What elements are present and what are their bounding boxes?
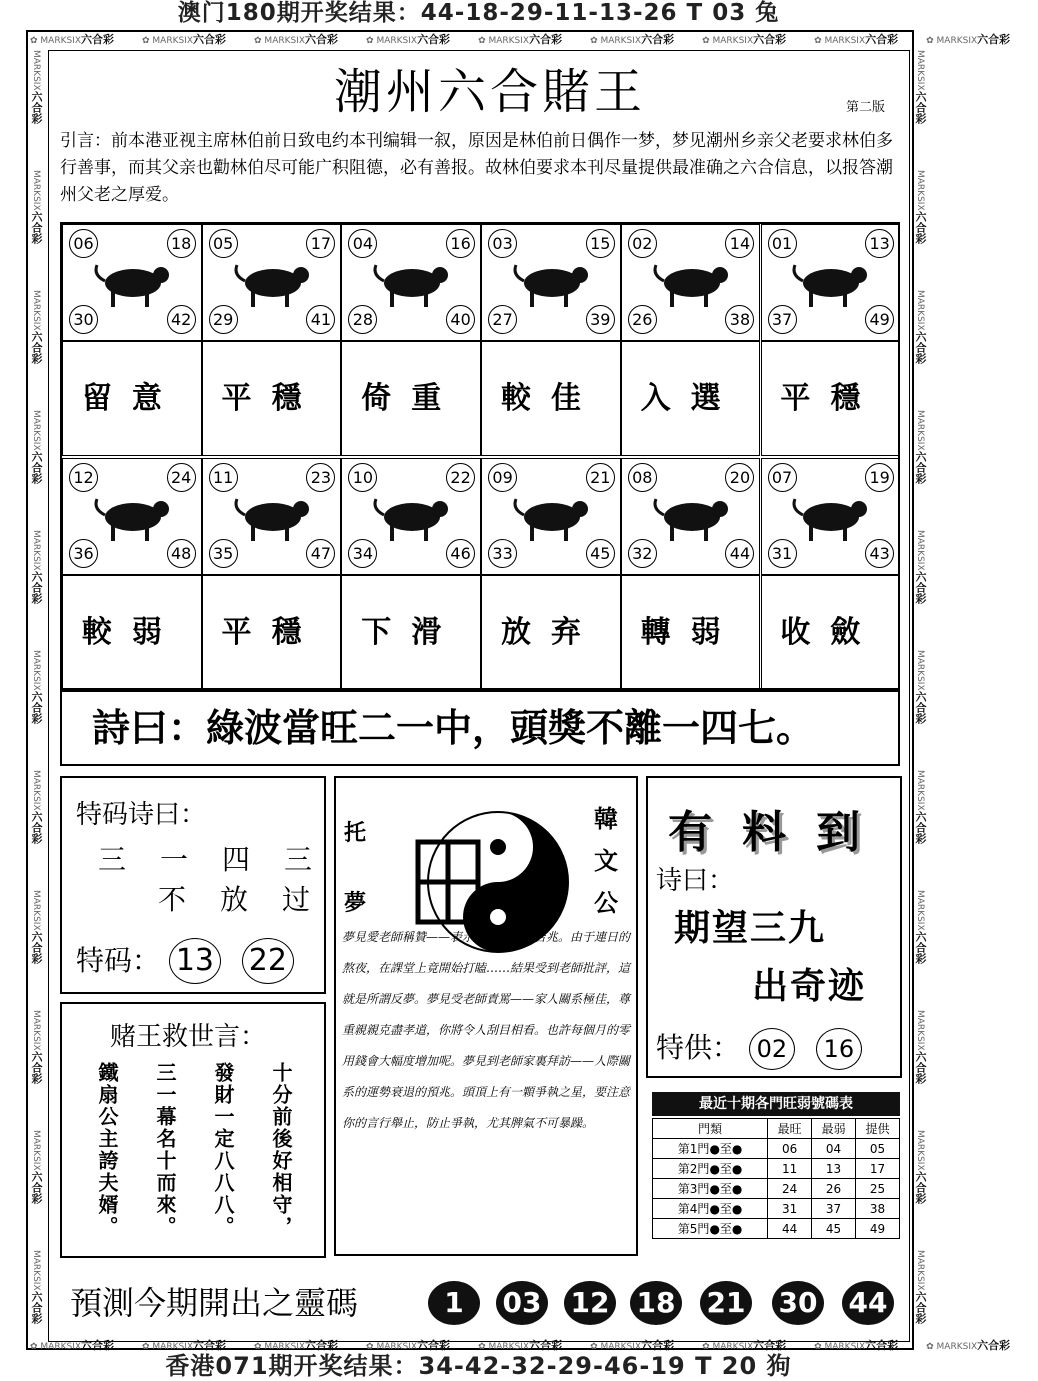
- you-liao-line1: 期望三九: [674, 908, 827, 949]
- table-row: [653, 1199, 900, 1219]
- watermark-text: MARKSIX六合彩: [914, 170, 927, 244]
- watermark-text: ✿ MARKSIX六合彩: [366, 1339, 451, 1352]
- zodiac-cell: [761, 458, 901, 576]
- watermark-text: MARKSIX六合彩: [30, 290, 43, 364]
- zodiac-number: 32: [628, 539, 657, 568]
- table-cell: 25: [856, 1179, 900, 1199]
- dog-icon: [652, 479, 732, 549]
- zodiac-number: 09: [488, 463, 517, 492]
- zodiac-number: 07: [768, 463, 797, 492]
- table-cell: 44: [768, 1219, 812, 1239]
- vertical-char: 夢: [344, 890, 367, 916]
- zodiac-number: 44: [725, 539, 754, 568]
- zodiac-verdict: 平穩: [202, 340, 342, 456]
- table-row: [653, 1159, 900, 1179]
- table-cell: 24: [768, 1179, 812, 1199]
- prediction-ball: 30: [772, 1281, 824, 1325]
- zodiac-number: 35: [209, 539, 238, 568]
- zodiac-number: 10: [348, 463, 377, 492]
- dragon-icon: [652, 245, 732, 315]
- zodiac-cell: [62, 224, 202, 342]
- zodiac-number: 11: [209, 463, 238, 492]
- dream-left-vertical: [344, 798, 366, 938]
- zodiac-number: 43: [865, 539, 894, 568]
- column-header: 最旺: [768, 1119, 812, 1139]
- zodiac-cell: [621, 458, 761, 576]
- save-world-column: 十分前後好相守，: [269, 1062, 293, 1238]
- zodiac-number: 42: [167, 305, 196, 334]
- gate-range: ●至●: [709, 1202, 743, 1216]
- table-cell: 11: [768, 1159, 812, 1179]
- you-liao-heading: 有料到: [668, 807, 890, 858]
- gate-cell: [653, 1159, 768, 1179]
- watermark-text: ✿ MARKSIX六合彩: [814, 33, 899, 46]
- zodiac-number: 30: [69, 305, 98, 334]
- zodiac-number: 37: [768, 305, 797, 334]
- watermark-text: ✿ MARKSIX六合彩: [254, 1339, 339, 1352]
- table-cell: 49: [856, 1219, 900, 1239]
- you-liao-poem-label: 诗曰：: [656, 866, 735, 896]
- watermark-text: ✿ MARKSIX六合彩: [30, 1339, 115, 1352]
- table-cell: 37: [812, 1199, 856, 1219]
- pig-icon: [791, 479, 871, 549]
- zodiac-cell: [202, 224, 342, 342]
- zodiac-number: 18: [167, 229, 196, 258]
- zodiac-verdict: 留意: [62, 340, 202, 456]
- intro-text: 引言：前本港亚视主席林伯前日致电约本刊编辑一叙，原因是林伯前日偶作一梦，梦见潮州乡亲父老要求林伯多行善事，而其父亲也勸林伯尽可能广积阻德，必有善报。故林伯要求本刊尽量提供最准确之六合信息，以报答潮州父老之厚爱。: [60, 131, 893, 205]
- watermark-strip-bottom: [30, 1336, 1011, 1352]
- zodiac-number: 41: [306, 305, 335, 334]
- snake-icon: [791, 245, 871, 315]
- zodiac-cell: [62, 458, 202, 576]
- page-title: 潮州六合賭王: [333, 64, 646, 120]
- zodiac-verdict: 較弱: [62, 574, 202, 690]
- zodiac-number: 47: [306, 539, 335, 568]
- gate-label: 第1門: [677, 1142, 710, 1156]
- special-poem-line1: 三 一 四 三: [98, 843, 316, 876]
- monkey-icon: [372, 479, 452, 549]
- zodiac-number: 48: [167, 539, 196, 568]
- zodiac-verdict: 平穩: [202, 574, 342, 690]
- table-row: [653, 1219, 900, 1239]
- ox-icon: [233, 245, 313, 315]
- zodiac-number: 34: [348, 539, 377, 568]
- zodiac-number: 15: [586, 229, 615, 258]
- watermark-text: MARKSIX六合彩: [914, 770, 927, 844]
- zodiac-verdict: 放弃: [481, 574, 621, 690]
- gate-cell: [653, 1199, 768, 1219]
- watermark-text: ✿ MARKSIX六合彩: [926, 33, 1011, 46]
- watermark-text: ✿ MARKSIX六合彩: [702, 33, 787, 46]
- watermark-text: MARKSIX六合彩: [30, 650, 43, 724]
- zodiac-number: 38: [725, 305, 754, 334]
- dream-right-vertical: [594, 798, 618, 924]
- zodiac-number: 21: [586, 463, 615, 492]
- watermark-text: MARKSIX六合彩: [914, 1250, 927, 1324]
- watermark-text: MARKSIX六合彩: [30, 410, 43, 484]
- zodiac-number: 39: [586, 305, 615, 334]
- gate-cell: [653, 1179, 768, 1199]
- watermark-text: MARKSIX六合彩: [30, 1130, 43, 1204]
- table-cell: 45: [812, 1219, 856, 1239]
- watermark-text: MARKSIX六合彩: [30, 530, 43, 604]
- zodiac-cell: [481, 458, 621, 576]
- you-liao-number: 02: [749, 1028, 795, 1070]
- vertical-char: 韓: [594, 804, 618, 833]
- zodiac-number: 08: [628, 463, 657, 492]
- prediction-ball: 21: [700, 1281, 752, 1325]
- zodiac-cell: [341, 458, 481, 576]
- main-poem: 詩曰：綠波當旺二一中，頭獎不離一四七。: [60, 690, 900, 766]
- zodiac-cell: [202, 458, 342, 576]
- watermark-text: ✿ MARKSIX六合彩: [366, 33, 451, 46]
- table-row: [653, 1139, 900, 1159]
- zodiac-cell: [761, 224, 901, 342]
- watermark-text: MARKSIX六合彩: [914, 1130, 927, 1204]
- zodiac-number: 02: [628, 229, 657, 258]
- watermark-strip-top: [30, 30, 1011, 46]
- special-number: 13: [169, 938, 221, 984]
- watermark-text: MARKSIX六合彩: [30, 890, 43, 964]
- watermark-text: MARKSIX六合彩: [30, 1010, 43, 1084]
- zodiac-cell: [481, 224, 621, 342]
- watermark-strip-right: [912, 50, 930, 1335]
- watermark-text: ✿ MARKSIX六合彩: [254, 33, 339, 46]
- zodiac-verdict: 平穩: [761, 340, 901, 456]
- top-result-banner: 澳门180期开奖结果：44-18-29-11-13-26 T 03 兔: [177, 0, 780, 26]
- zodiac-cell: [341, 224, 481, 342]
- zodiac-number: 26: [628, 305, 657, 334]
- gate-range: ●至●: [709, 1162, 743, 1176]
- rabbit-icon: [512, 245, 592, 315]
- prediction-label: 預測今期開出之靈碼: [70, 1284, 359, 1322]
- bottom-result-banner: 香港071期开奖结果：34-42-32-29-46-19 T 20 狗: [165, 1352, 792, 1380]
- zodiac-verdict: 倚重: [341, 340, 481, 456]
- save-world-columns: [92, 1062, 302, 1252]
- gate-cell: [653, 1219, 768, 1239]
- zodiac-verdict: 入選: [621, 340, 761, 456]
- watermark-text: ✿ MARKSIX六合彩: [478, 33, 563, 46]
- zodiac-number: 33: [488, 539, 517, 568]
- vertical-char: 公: [594, 888, 618, 917]
- zodiac-number: 17: [306, 229, 335, 258]
- special-number-row: [76, 938, 306, 984]
- goat-icon: [233, 479, 313, 549]
- ten-table-title: 最近十期各門旺弱號碼表: [652, 1092, 900, 1116]
- watermark-text: MARKSIX六合彩: [914, 50, 927, 124]
- watermark-text: MARKSIX六合彩: [30, 170, 43, 244]
- watermark-text: MARKSIX六合彩: [914, 1010, 927, 1084]
- zodiac-number: 05: [209, 229, 238, 258]
- watermark-text: MARKSIX六合彩: [914, 410, 927, 484]
- watermark-text: ✿ MARKSIX六合彩: [478, 1339, 563, 1352]
- gate-range: ●至●: [709, 1182, 743, 1196]
- column-header: 門類: [653, 1119, 768, 1139]
- special-poem-line2: 不 放 过: [158, 883, 314, 916]
- prediction-ball: 03: [496, 1281, 548, 1325]
- table-cell: 04: [812, 1139, 856, 1159]
- table-cell: 17: [856, 1159, 900, 1179]
- zodiac-number: 29: [209, 305, 238, 334]
- zodiac-number: 49: [865, 305, 894, 334]
- rat-icon: [93, 245, 173, 315]
- zodiac-number: 36: [69, 539, 98, 568]
- vertical-char: 文: [594, 846, 618, 875]
- zodiac-number: 16: [446, 229, 475, 258]
- watermark-text: MARKSIX六合彩: [914, 650, 927, 724]
- zodiac-verdict: 轉弱: [621, 574, 761, 690]
- special-poem-heading: 特码诗曰：: [76, 800, 207, 830]
- zodiac-number: 24: [167, 463, 196, 492]
- rooster-icon: [512, 479, 592, 549]
- watermark-text: MARKSIX六合彩: [30, 50, 43, 124]
- watermark-strip-left: [28, 50, 46, 1335]
- watermark-text: ✿ MARKSIX六合彩: [814, 1339, 899, 1352]
- zodiac-number: 19: [865, 463, 894, 492]
- save-world-column: 鐵扇公主誇夫婿。: [95, 1062, 119, 1238]
- gate-label: 第3門: [677, 1182, 710, 1196]
- save-world-box: [60, 1002, 326, 1258]
- prediction-ball: 18: [630, 1281, 682, 1325]
- zodiac-number: 27: [488, 305, 517, 334]
- zodiac-verdict: 收斂: [761, 574, 901, 690]
- watermark-text: MARKSIX六合彩: [914, 530, 927, 604]
- zodiac-number: 28: [348, 305, 377, 334]
- gate-range: ●至●: [709, 1222, 743, 1236]
- zodiac-number: 06: [69, 229, 98, 258]
- zodiac-number: 31: [768, 539, 797, 568]
- tiger-icon: [372, 245, 452, 315]
- vertical-char: 托: [344, 820, 367, 846]
- zodiac-number: 01: [768, 229, 797, 258]
- gate-cell: [653, 1139, 768, 1159]
- watermark-text: MARKSIX六合彩: [30, 1250, 43, 1324]
- table-cell: 05: [856, 1139, 900, 1159]
- you-liao-line2: 出奇迹: [752, 966, 867, 1007]
- prediction-ball: 44: [842, 1281, 894, 1325]
- watermark-text: ✿ MARKSIX六合彩: [590, 33, 675, 46]
- table-cell: 06: [768, 1139, 812, 1159]
- zodiac-number: 12: [69, 463, 98, 492]
- zodiac-number: 14: [725, 229, 754, 258]
- watermark-text: MARKSIX六合彩: [914, 290, 927, 364]
- zodiac-number: 22: [446, 463, 475, 492]
- zodiac-number: 46: [446, 539, 475, 568]
- horse-icon: [93, 479, 173, 549]
- you-liao-number-row: [656, 1026, 874, 1070]
- watermark-text: ✿ MARKSIX六合彩: [926, 1339, 1011, 1352]
- table-cell: 31: [768, 1199, 812, 1219]
- zodiac-verdict: 下滑: [341, 574, 481, 690]
- prediction-ball: 12: [564, 1281, 616, 1325]
- column-header: 最弱: [812, 1119, 856, 1139]
- watermark-text: ✿ MARKSIX六合彩: [142, 1339, 227, 1352]
- save-world-column: 三一幕名十而來。: [153, 1062, 177, 1238]
- table-cell: 13: [812, 1159, 856, 1179]
- edition-label: 第二版: [846, 100, 886, 115]
- save-world-column: 發財一定八八八。: [211, 1062, 235, 1238]
- watermark-text: ✿ MARKSIX六合彩: [702, 1339, 787, 1352]
- zodiac-number: 04: [348, 229, 377, 258]
- zodiac-number: 20: [725, 463, 754, 492]
- column-header: 提供: [856, 1119, 900, 1139]
- watermark-text: MARKSIX六合彩: [914, 890, 927, 964]
- zodiac-number: 45: [586, 539, 615, 568]
- zodiac-cell: [621, 224, 761, 342]
- watermark-text: MARKSIX六合彩: [30, 770, 43, 844]
- table-cell: 38: [856, 1199, 900, 1219]
- zodiac-number: 13: [865, 229, 894, 258]
- you-liao-box: [646, 776, 902, 1078]
- save-world-heading: 赌王救世言：: [110, 1022, 267, 1052]
- you-liao-number: 16: [816, 1028, 862, 1070]
- ten-period-table: [652, 1118, 900, 1239]
- gate-label: 第2門: [677, 1162, 710, 1176]
- special-number: 22: [242, 938, 294, 984]
- zodiac-verdict: 較佳: [481, 340, 621, 456]
- special-poem-box: [60, 776, 326, 994]
- zodiac-number: 40: [446, 305, 475, 334]
- table-row: [653, 1179, 900, 1199]
- table-header-row: [653, 1119, 900, 1139]
- you-liao-number-label: 特供：: [656, 1031, 741, 1064]
- gate-label: 第5門: [677, 1222, 710, 1236]
- gate-label: 第4門: [677, 1202, 710, 1216]
- special-number-label: 特码：: [76, 944, 161, 977]
- watermark-text: ✿ MARKSIX六合彩: [590, 1339, 675, 1352]
- zodiac-number: 23: [306, 463, 335, 492]
- watermark-text: ✿ MARKSIX六合彩: [30, 33, 115, 46]
- zodiac-number: 03: [488, 229, 517, 258]
- table-cell: 26: [812, 1179, 856, 1199]
- gate-range: ●至●: [709, 1142, 743, 1156]
- dream-text: 夢見愛老師稱贊——表示事業方面為吉兆。由于連日的熬夜，在課堂上竟開始打瞌……結果受到老師批評，這就是所謂反夢。夢見受老師責罵——家人關系極佳，尊重親親克盡孝道，你將令人刮目相看。也許每個月的零用錢會大幅度增加呢。夢見到老師家裏拜訪——人際關系的運勢衰退的預兆。頭頂上有一顆爭執之星，要注意你的言行舉止，防止爭執，尤其脾氣不可暴躁。: [342, 930, 631, 1130]
- watermark-text: ✿ MARKSIX六合彩: [142, 33, 227, 46]
- prediction-ball: 1: [428, 1281, 480, 1325]
